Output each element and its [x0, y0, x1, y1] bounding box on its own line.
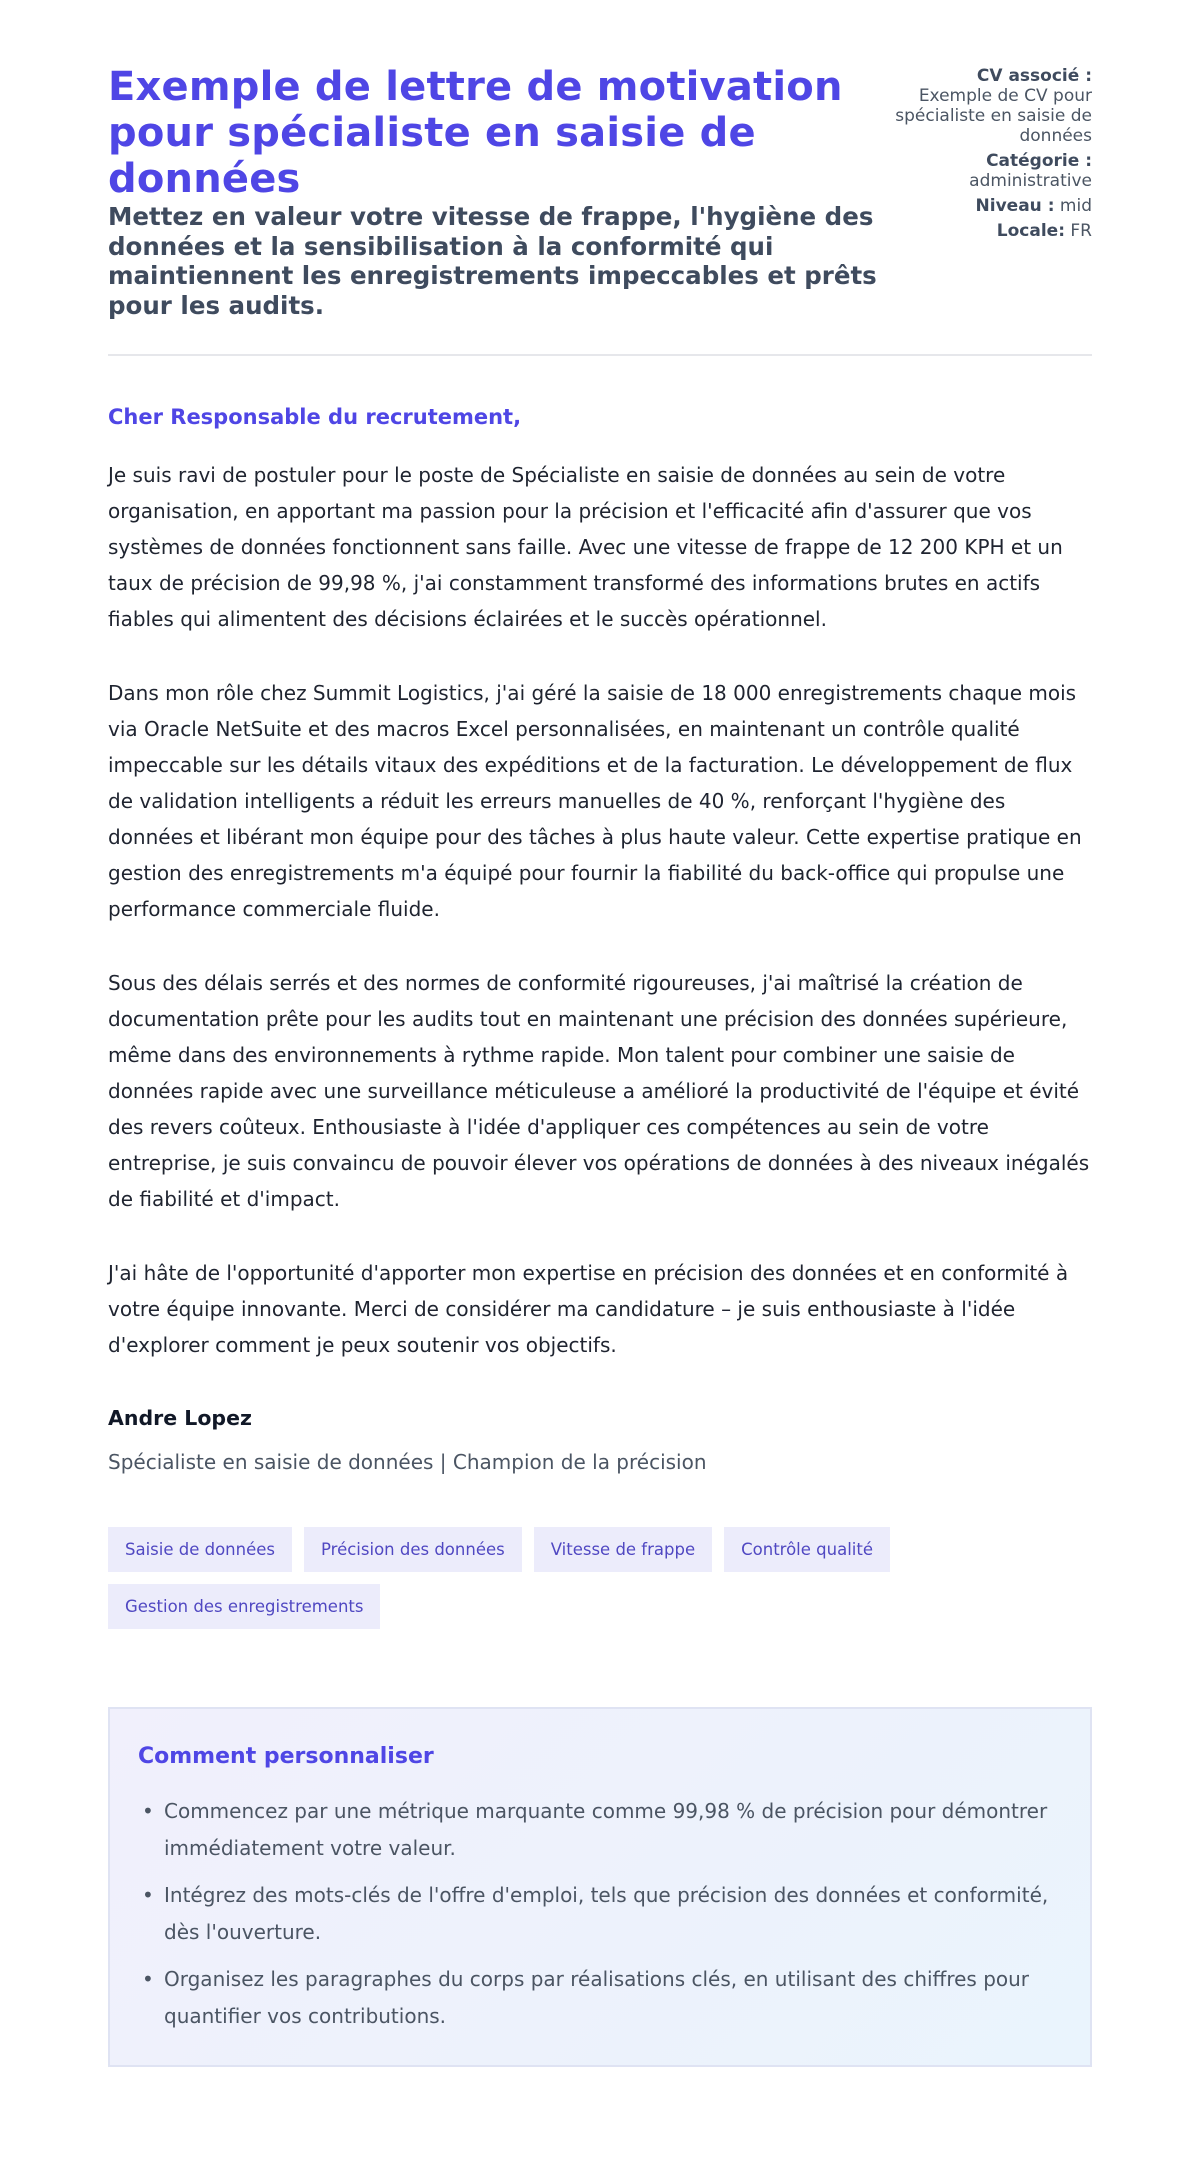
page-header: [108, 64, 1092, 356]
letter-body: [108, 403, 1092, 1477]
tag-controle-qualite[interactable]: Contrôle qualité: [724, 1527, 890, 1572]
greeting: Cher Responsable du recrutement,: [108, 405, 522, 429]
signature-name: Andre Lopez: [108, 1406, 252, 1430]
page-title: Exemple de lettre de motivation pour spécialiste en saisie de données: [108, 64, 843, 202]
letter-paragraphs: [108, 457, 1092, 1363]
meta-cv-value: Exemple de CV pour spécialiste en saisie de données: [895, 86, 1092, 146]
bullet-icon: •: [142, 1799, 154, 1823]
meta-cv-label: CV associé :: [976, 66, 1092, 86]
tip-text: Commencez par une métrique marquante comme 99,98 % de précision pour démontrer immédiatement votre valeur.: [164, 1799, 1048, 1860]
tip-text: Intégrez des mots-clés de l'offre d'emploi, tels que précision des données et conformité, dès l'ouverture.: [164, 1883, 1049, 1944]
customization-tips-box: [108, 1707, 1092, 2067]
tips-title: Comment personnaliser: [138, 1744, 434, 1769]
tips-list: [138, 1793, 1062, 2035]
tag-vitesse-de-frappe[interactable]: Vitesse de frappe: [534, 1527, 712, 1572]
meta-category: [882, 151, 1092, 191]
paragraph-intro: Je suis ravi de postuler pour le poste de Spécialiste en saisie de données au sein de votre organisation, en apportant ma passion pour la précision et l'efficacité afin d'assurer que vos systèmes de données fonctionnent sans faille. Avec une vitesse de frappe de 12 200 KPH et un taux de précision de 99,98 %, j'ai constamment transformé des informations brutes en actifs fiables qui alimentent des décisions éclairées et le succès opérationnel.: [108, 463, 1063, 631]
skill-tags: [108, 1527, 988, 1629]
meta-locale-value: FR: [1070, 221, 1092, 241]
meta-level-label: Niveau :: [975, 196, 1055, 216]
tip-text: Organisez les paragraphes du corps par réalisations clés, en utilisant des chiffres pour quantifier vos contributions.: [164, 1967, 1030, 2028]
meta-level: [882, 196, 1092, 216]
tip-item: [138, 1793, 1062, 1867]
tag-precision-des-donnees[interactable]: Précision des données: [304, 1527, 522, 1572]
bullet-icon: •: [142, 1883, 154, 1907]
meta-level-value: mid: [1059, 196, 1092, 216]
paragraph-closing: J'ai hâte de l'opportunité d'apporter mon expertise en précision des données et en conformité à votre équipe innovante. Merci de considérer ma candidature – je suis enthousiaste à l'idée d'explorer comment je peux soutenir vos objectifs.: [108, 1261, 1069, 1357]
signature-block: [108, 1403, 1092, 1477]
signature-title: Spécialiste en saisie de données | Champion de la précision: [108, 1450, 707, 1474]
page-subtitle: Mettez en valeur votre vitesse de frappe, l'hygiène des données et la sensibilisation à la conformité qui maintiennent les enregistrements impeccables et prêts pour les audits.: [108, 202, 877, 320]
meta-category-label: Catégorie :: [986, 151, 1092, 171]
meta-category-value: administrative: [969, 171, 1092, 191]
tip-item: [138, 1877, 1062, 1951]
meta-cv: [882, 66, 1092, 146]
tag-saisie-de-donnees[interactable]: Saisie de données: [108, 1527, 292, 1572]
tip-item: [138, 1961, 1062, 2035]
tag-gestion-des-enregistrements[interactable]: Gestion des enregistrements: [108, 1584, 380, 1629]
paragraph-skills: Sous des délais serrés et des normes de conformité rigoureuses, j'ai maîtrisé la création de documentation prête pour les audits tout en maintenant une précision des données supérieure, même dans des environnements à rythme rapide. Mon talent pour combiner une saisie de données rapide avec une surveillance méticuleuse a amélioré la productivité de l'équipe et évité des revers coûteux. Enthousiaste à l'idée d'appliquer ces compétences au sein de votre entreprise, je suis convaincu de pouvoir élever vos opérations de données à des niveaux inégalés de fiabilité et d'impact.: [108, 971, 1090, 1211]
header-titles: [108, 64, 878, 320]
meta-panel: [882, 66, 1092, 246]
bullet-icon: •: [142, 1967, 154, 1991]
meta-locale-label: Locale:: [996, 221, 1065, 241]
meta-locale: [882, 221, 1092, 241]
paragraph-experience: Dans mon rôle chez Summit Logistics, j'ai géré la saisie de 18 000 enregistrements chaque mois via Oracle NetSuite et des macros Excel personnalisées, en maintenant un contrôle qualité impeccable sur les détails vitaux des expéditions et de la facturation. Le développement de flux de validation intelligents a réduit les erreurs manuelles de 40 %, renforçant l'hygiène des données et libérant mon équipe pour des tâches à plus haute valeur. Cette expertise pratique en gestion des enregistrements m'a équipé pour fournir la fiabilité du back-office qui propulse une performance commerciale fluide.: [108, 681, 1082, 921]
